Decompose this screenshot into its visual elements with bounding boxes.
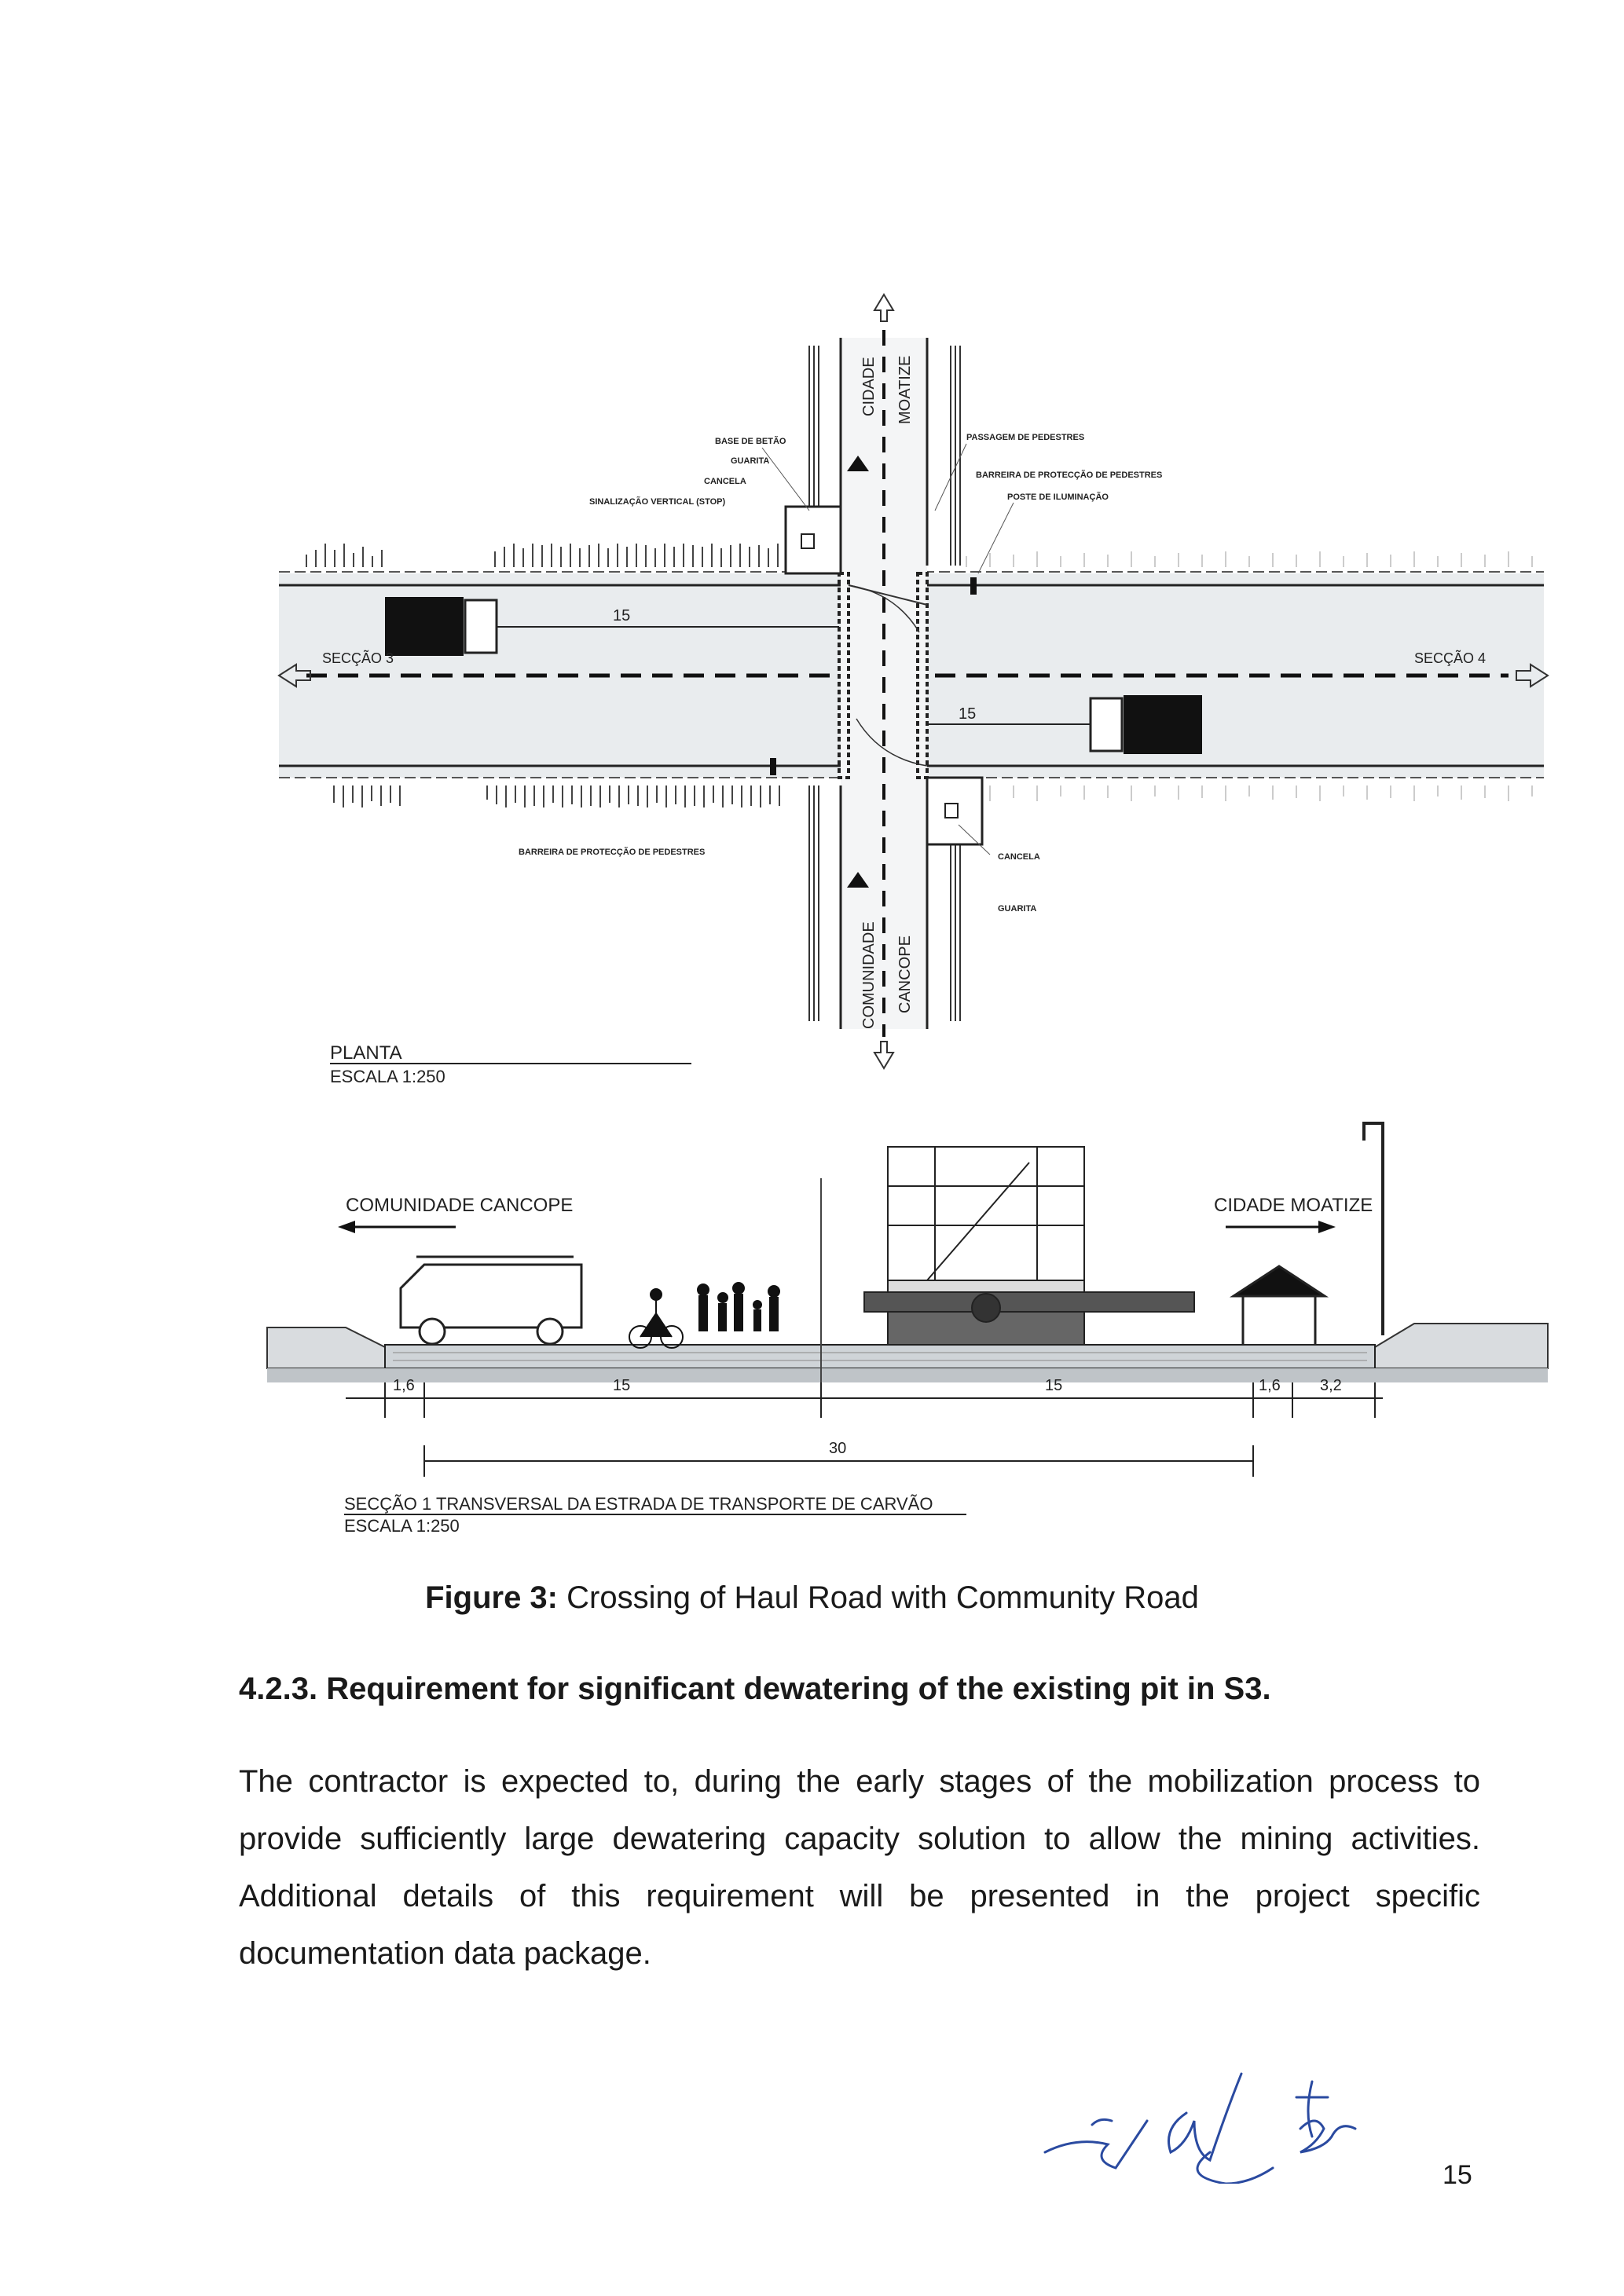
plan-view	[279, 295, 1548, 1086]
callout-concrete-base: BASE DE BETÃO	[715, 437, 786, 446]
dim-lane-left: 15	[613, 1377, 631, 1394]
plan-title: PLANTA	[330, 1042, 402, 1064]
callout-lighting-pole: POSTE DE ILUMINAÇÃO	[1007, 493, 1109, 502]
dim-shoulder-right: 1,6	[1259, 1377, 1281, 1394]
haul-truck	[864, 1147, 1194, 1345]
figure-caption	[0, 1580, 1624, 1616]
van	[401, 1257, 581, 1344]
dim-verge-right: 3,2	[1320, 1377, 1342, 1394]
callout-guard-house: GUARITA	[731, 456, 770, 466]
figure-caption-text: Crossing of Haul Road with Community Road	[558, 1580, 1199, 1615]
pedestrians	[629, 1283, 779, 1348]
signature-initials	[1037, 2050, 1367, 2184]
road-label-cancope: CANCOPE	[896, 936, 914, 1013]
callout-pedestrian-barrier: BARREIRA DE PROTECÇÃO DE PEDESTRES	[976, 471, 1163, 480]
body-paragraph: The contractor is expected to, during the early stages of the mobilization process to provide sufficiently large dewatering capacity solution to allow the mining activities. Additional details of this requirement will be presented in the project specific documentation data package.	[239, 1764, 1480, 1971]
road-label-cidade: CIDADE	[860, 357, 878, 416]
section-4-label: SECÇÃO 4	[1414, 650, 1487, 666]
cross-section-view	[267, 1123, 1548, 1536]
road-label-moatize: MOATIZE	[896, 355, 914, 424]
plan-scale: ESCALA 1:250	[330, 1067, 445, 1086]
road-pavement	[385, 1345, 1375, 1368]
callout-pedestrian-barrier-bottom: BARREIRA DE PROTECÇÃO DE PEDESTRES	[519, 848, 706, 857]
section-heading: 4.2.3. Requirement for significant dewatering of the existing pit in S3.	[239, 1672, 1271, 1706]
arrow-up-icon	[874, 295, 893, 321]
truck-bottom	[1091, 695, 1202, 754]
callout-pedestrian-crossing: PASSAGEM DE PEDESTRES	[966, 433, 1085, 442]
page-number: 15	[1443, 2160, 1472, 2190]
callout-guard-house-bottom: GUARITA	[998, 904, 1037, 914]
direction-cancope: COMUNIDADE CANCOPE	[346, 1195, 574, 1216]
callout-gate-bottom: CANCELA	[998, 852, 1040, 862]
lamp-post	[1364, 1123, 1383, 1335]
section-title: SECÇÃO 1 TRANSVERSAL DA ESTRADA DE TRANSPORTE DE CARVÃO	[344, 1494, 933, 1514]
section-scale: ESCALA 1:250	[344, 1516, 460, 1536]
figure-caption-prefix: Figure 3:	[425, 1580, 558, 1615]
truck-top	[385, 597, 497, 656]
section-3-label: SECÇÃO 3	[322, 650, 394, 666]
dim-total: 30	[829, 1440, 847, 1457]
direction-moatize: CIDADE MOATIZE	[1214, 1195, 1373, 1216]
guard-hut	[1234, 1266, 1325, 1345]
plan-dim-top: 15	[613, 607, 631, 624]
road-label-comunidade: COMUNIDADE	[860, 921, 878, 1029]
plan-dim-bottom: 15	[959, 705, 977, 723]
arrow-down-icon	[874, 1042, 893, 1068]
dim-shoulder-left: 1,6	[393, 1377, 415, 1394]
engineering-figure	[259, 275, 1556, 1547]
dim-lane-right: 15	[1045, 1377, 1063, 1394]
callout-stop-sign: SINALIZAÇÃO VERTICAL (STOP)	[589, 497, 726, 507]
callout-gate: CANCELA	[704, 477, 746, 486]
guard-house-bottom	[927, 778, 982, 844]
